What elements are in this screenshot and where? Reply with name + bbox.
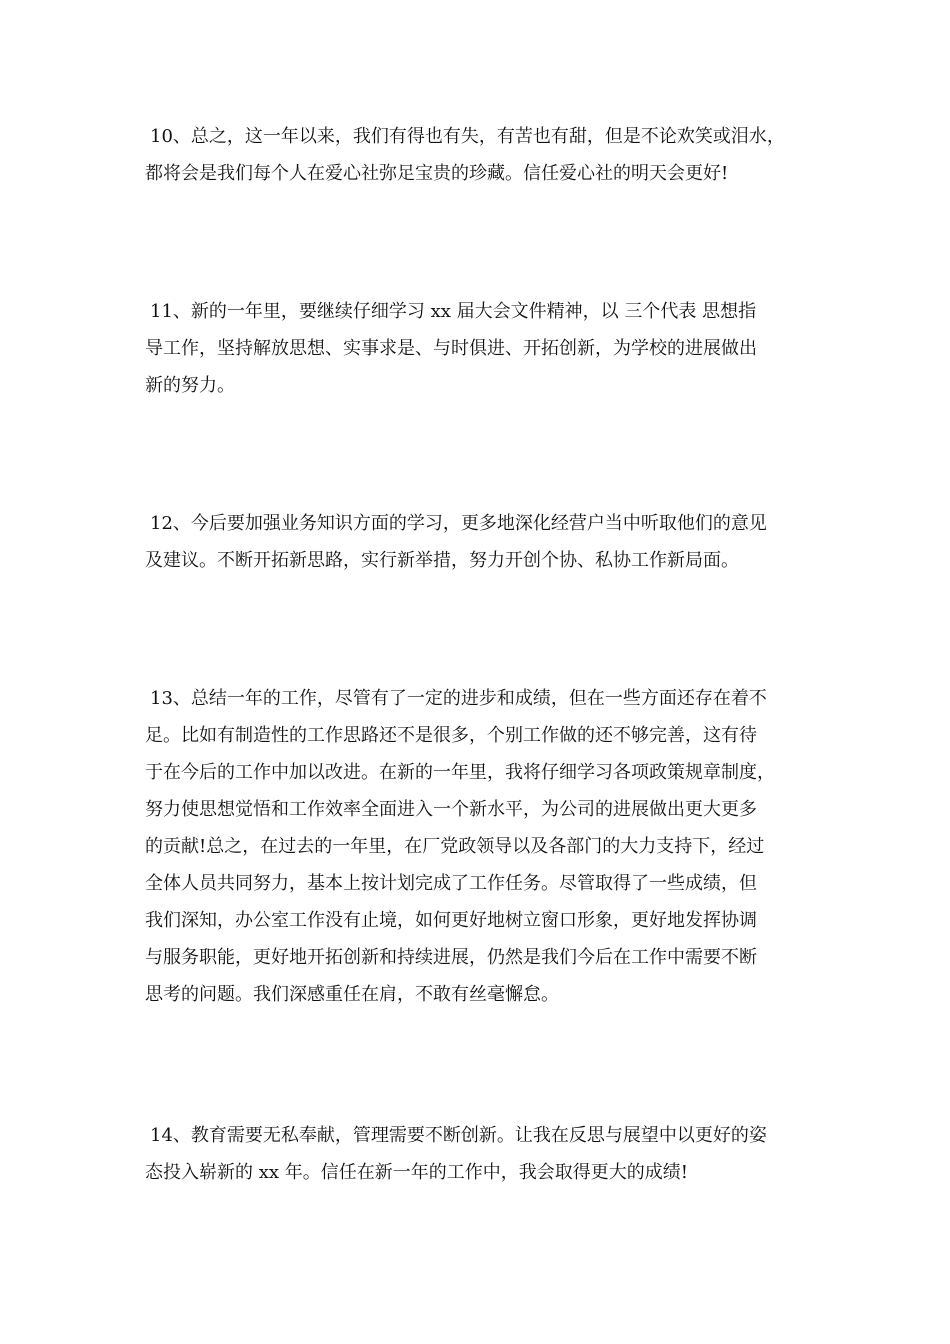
text-line: 14、教育需要无私奉献，管理需要不断创新。让我在反思与展望中以更好的姿	[150, 1125, 767, 1146]
text-line: 12、今后要加强业务知识方面的学习，更多地深化经营户当中听取他们的意见	[150, 513, 767, 534]
text-line: 10、总之，这一年以来，我们有得也有失，有苦也有甜，但是不论欢笑或泪水，	[150, 126, 785, 147]
paragraph-10	[145, 118, 835, 192]
text-line: 态投入崭新的 xx 年。信任在新一年的工作中，我会取得更大的成绩!	[145, 1162, 688, 1183]
text-line: 及建议。不断开拓新思路，实行新举措，努力开创个协、私协工作新局面。	[145, 550, 739, 571]
text-line: 努力使思想觉悟和工作效率全面进入一个新水平，为公司的进展做出更大更多	[145, 799, 757, 820]
paragraph-11	[145, 293, 835, 404]
text-line: 都将会是我们每个人在爱心社弥足宝贵的珍藏。信任爱心社的明天会更好!	[145, 163, 729, 184]
text-line: 我们深知，办公室工作没有止境，如何更好地树立窗口形象，更好地发挥协调	[145, 910, 757, 931]
text-line: 思考的问题。我们深感重任在肩，不敢有丝毫懈怠。	[145, 984, 559, 1005]
text-line: 的贡献!总之，在过去的一年里，在厂党政领导以及各部门的大力支持下，经过	[145, 836, 765, 857]
text-line: 11、新的一年里，要继续仔细学习 xx 届大会文件精神，以 三个代表 思想指	[150, 301, 757, 322]
paragraph-12	[145, 505, 835, 579]
text-line: 全体人员共同努力，基本上按计划完成了工作任务。尽管取得了一些成绩，但	[145, 873, 757, 894]
text-line: 13、总结一年的工作，尽管有了一定的进步和成绩，但在一些方面还存在着不	[150, 688, 767, 709]
text-line: 导工作，坚持解放思想、实事求是、与时俱进、开拓创新，为学校的进展做出	[145, 338, 757, 359]
paragraph-14	[145, 1117, 835, 1191]
text-line: 新的努力。	[145, 375, 235, 396]
text-line: 于在今后的工作中加以改进。在新的一年里，我将仔细学习各项政策规章制度，	[145, 762, 775, 783]
text-line: 与服务职能，更好地开拓创新和持续进展，仍然是我们今后在工作中需要不断	[145, 947, 757, 968]
text-line: 足。比如有制造性的工作思路还不是很多，个别工作做的还不够完善，这有待	[145, 725, 757, 746]
paragraph-13	[145, 680, 835, 1013]
